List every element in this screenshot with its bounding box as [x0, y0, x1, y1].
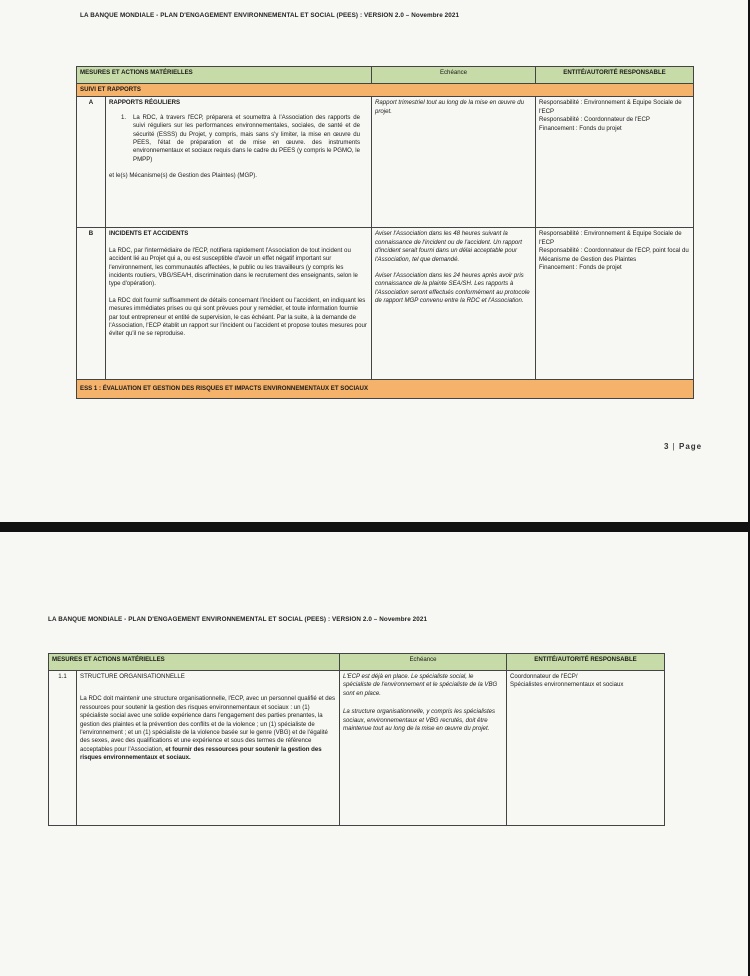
document-page-2 — [0, 532, 748, 976]
row-letter: B — [77, 228, 106, 380]
page-header: LA BANQUE MONDIALE - PLAN D'ENGAGEMENT ENVIRONNEMENTAL ET SOCIAL (PEES) : VERSION 2.0 – Novembre 2021 — [80, 12, 460, 19]
responsible-line: Responsabilité : Environnement & Equipe Sociale de l'ECP — [539, 99, 682, 115]
page-number-value: 3 — [664, 442, 670, 451]
deadline-paragraph: L'ECP est déjà en place. Le spécialiste social, le spécialiste de l'environnement et le spécialiste de la VBG sont en place. — [343, 673, 498, 697]
page-label: Page — [678, 442, 703, 451]
row-responsible — [507, 671, 665, 826]
list-text: La RDC, à travers l'ECP, préparera et soumettra à l'Association des rapports de suivi réguliers sur les performances environnementales, sociales, de santé et de sécurité (ESSS) du Projet, y compris, mais sans s'y limiter, la mise en œuvre du PEES, l'état de préparation et de mise en œuvre. des instruments environnementaux et sociaux requis dans le cadre du PEES (y compris le PGMO, le PMPP) — [133, 113, 360, 163]
col-header-deadline: Echéance — [372, 67, 536, 84]
row-text-bold: et fournir des ressources pour soutenir la gestion des risques environnementaux et sociaux. — [80, 745, 322, 762]
row-title: INCIDENTS ET ACCIDENTS — [109, 230, 189, 238]
row-responsible — [536, 97, 694, 228]
col-header-responsible: ENTITÉ/AUTORITÉ RESPONSABLE — [507, 654, 665, 671]
row-title: RAPPORTS RÉGULIERS — [109, 99, 181, 107]
row-paragraph — [80, 695, 336, 762]
row-deadline: Rapport trimestriel tout au long de la mise en œuvre du projet. — [372, 97, 536, 228]
section-row — [77, 380, 694, 399]
row-measure — [77, 671, 340, 826]
col-header-deadline: Echéance — [340, 654, 507, 671]
page-number: 3 | Page — [664, 442, 703, 451]
responsible-line: Financement : Fonds du projet — [539, 124, 622, 132]
row-measure — [106, 97, 372, 228]
row-text: La RDC doit maintenir une structure organisationnelle, l'ECP, avec un personnel qualifié et des ressources pour soutenir la gestion des risques environnementaux et sociaux : un (1) spécialiste social avec une solide expérience dans l'engagement des parties prenantes, la gestion des plaintes et la prévention des conflits et de la violence ; un (1) spécialiste de l'environnement ; et un (1) spécialiste de la violence basée sur le genre (VBG) et de l'égalité des sexes, avec des qualifications et une expérience et sous des termes de référence acceptables pour l'Association, — [80, 695, 336, 753]
section-row — [77, 84, 694, 97]
row-title: STRUCTURE ORGANISATIONNELLE — [80, 673, 185, 680]
responsible-line: Coordonnateur de l'ECP/ — [510, 673, 578, 680]
row-after-text: et le(s) Mécanisme(s) de Gestion des Plaintes) (MGP). — [109, 172, 257, 180]
list-item — [109, 114, 368, 164]
responsible-line: Responsabilité : Coordonnateur de l'ECP — [539, 116, 650, 124]
section-title: SUIVI ET RAPPORTS — [77, 84, 694, 97]
deadline-paragraph: La structure organisationnelle, y compris les spécialistes sociaux, environnementaux et VBG recrutés, doit être maintenue tout au long de la mise en œuvre du projet. — [343, 708, 496, 733]
row-letter: A — [77, 97, 106, 228]
col-header-measures: MESURES ET ACTIONS MATÉRIELLES — [49, 654, 340, 671]
deadline-paragraph: Aviser l'Association dans les 24 heures après avoir pris connaissance de la plainte SEA/SH. Les rapports à l'Association seront effectués conformément au protocole de rapport MGP convenu entre la RDC et l'Association. — [375, 272, 530, 305]
measures-table — [76, 66, 694, 399]
responsible-line: Responsabilité : Coordonnateur de l'ECP, point focal du Mécanisme de Gestion des Plaintes — [539, 247, 689, 263]
table-row — [77, 228, 694, 380]
list-number: 1. — [121, 113, 127, 121]
table-header-row — [77, 67, 694, 84]
col-header-responsible: ENTITÉ/AUTORITÉ RESPONSABLE — [536, 67, 694, 84]
table-header-row — [49, 654, 665, 671]
row-number: 1.1 — [49, 671, 77, 826]
responsible-line: Responsabilité : Environnement & Equipe Sociale de l'ECP — [539, 230, 682, 246]
row-deadline — [340, 671, 507, 826]
row-paragraph: La RDC doit fournir suffisamment de détails concernant l'incident ou l'accident, en indiquant les mesures immédiates prises ou qui sont prévues pour y remédier, et toute information fournie par tout entrepreneur et entité de supervision, le cas échéant. Par la suite, à la demande de l'Association, l'ECP établit un rapport sur l'incident ou l'accident et propose toutes mesures pour éviter qu'il ne se reproduise. — [109, 296, 367, 338]
deadline-paragraph: Aviser l'Association dans les 48 heures suivant la connaissance de l'incident ou de l'accident. Un rapport d'incident serait fourni dans un délai acceptable pour l'Association, tel que demandé. — [375, 230, 522, 263]
responsible-line: Spécialistes environnementaux et sociaux — [510, 681, 624, 689]
section-title: ESS 1 : ÉVALUATION ET GESTION DES RISQUES ET IMPACTS ENVIRONNEMENTAUX ET SOCIAUX — [77, 380, 694, 399]
table-row — [49, 671, 665, 826]
measures-table — [48, 653, 665, 826]
table-row — [77, 97, 694, 228]
row-measure — [106, 228, 372, 380]
row-paragraph: La RDC, par l'intermédiaire de l'ECP, notifiera rapidement l'Association de tout incident ou accident lié au Projet qui a, ou est susceptible d'avoir un effet négatif important sur l'environnement, les communautés affectées, le public ou les travailleurs (y compris les incidents routiers, VBG/SEA/H, discrimination dans le recrutement des enseignants, selon le type d'opération). — [109, 246, 358, 288]
col-header-measures: MESURES ET ACTIONS MATÉRIELLES — [77, 67, 372, 84]
row-responsible — [536, 228, 694, 380]
responsible-line: Financement : Fonds de projet — [539, 264, 622, 272]
row-deadline — [372, 228, 536, 380]
page-header: LA BANQUE MONDIALE - PLAN D'ENGAGEMENT ENVIRONNEMENTAL ET SOCIAL (PEES) : VERSION 2.0 – Novembre 2021 — [48, 616, 428, 623]
